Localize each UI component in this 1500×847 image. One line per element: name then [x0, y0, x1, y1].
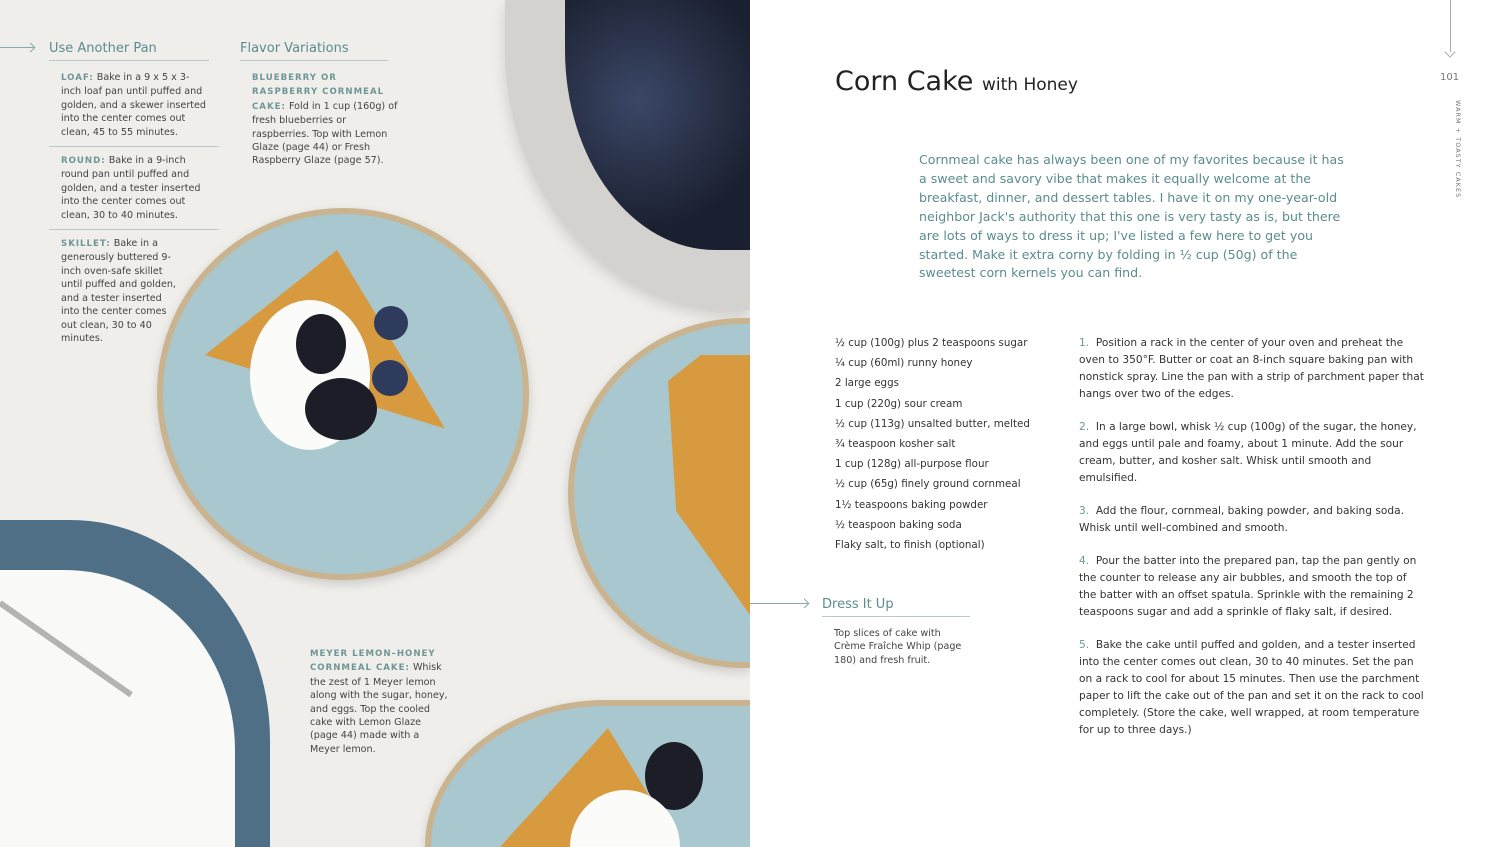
step: 3. Add the flour, cornmeal, baking powder, and baking soda. Whisk until well-combined and smooth. — [1079, 505, 1404, 534]
ingredient: 1 cup (128g) all-purpose flour — [835, 458, 989, 471]
ingredient: ¼ cup (60ml) runny honey — [835, 357, 973, 370]
arrow-icon — [0, 47, 34, 48]
section-heading: Flavor Variations — [240, 41, 388, 61]
recipe-title: Corn Cake with Honey — [835, 66, 1078, 97]
blackberry — [305, 378, 377, 440]
ingredient: ¾ teaspoon kosher salt — [835, 438, 956, 451]
step: 1. Position a rack in the center of your oven and preheat the oven to 350°F. Butter or coat an 8-inch square baking pan with nonstick spray. Line the pan with a strip of parchment paper that hangs over two of the edges. — [1079, 337, 1424, 400]
step: 4. Pour the batter into the prepared pan, tap the pan gently on the counter to release any air bubbles, and smooth the top of the batter with an offset spatula. Sprinkle with the remaining 2 teaspoons sugar and add a sprinkle of flaky salt, if desired. — [1079, 555, 1417, 618]
blueberry — [374, 306, 408, 340]
intro-paragraph: Cornmeal cake has always been one of my favorites because it has a sweet and savory vibe that makes it equally welcome at the breakfast, dinner, and dessert tables. I have it on my one-year-old neighbor Jack's authority that this one is very tasty as is, but there are lots of ways to dress it up; I've listed a few here to get you started. Make it extra corny by folding in ½ cup (50g) of the sweetest corn kernels you can find. — [919, 152, 1344, 281]
flavor-variations-section — [240, 41, 398, 168]
section-title: WARM + TOASTY CAKES — [1454, 100, 1462, 199]
page-number: 101 — [1440, 72, 1460, 83]
ingredient: 2 large eggs — [835, 377, 899, 390]
tip-skillet: SKILLET: Bake in a generously buttered 9-inch oven-safe skillet until puffed and golden, and a tester inserted into the center comes out clean, 30 to 40 minutes. — [61, 238, 176, 344]
tip-loaf: LOAF: Bake in a 9 x 5 x 3-inch loaf pan until puffed and golden, and a skewer inserted into the center comes out clean, 45 to 55 minutes. — [61, 72, 207, 138]
ingredient: ½ cup (65g) finely ground cornmeal — [835, 478, 1021, 491]
ingredient: ½ cup (100g) plus 2 teaspoons sugar — [835, 337, 1028, 349]
recipe-subtitle: with Honey — [981, 75, 1078, 95]
down-arrow-icon — [1450, 0, 1451, 52]
blackberry — [296, 314, 346, 374]
use-another-pan-section — [49, 41, 209, 345]
tip-round: ROUND: Bake in a 9-inch round pan until puffed and golden, and a tester inserted into the center comes out clean, 30 to 40 minutes. — [61, 155, 201, 221]
dress-it-up-text: Top slices of cake with Crème Fraîche Whip (page 180) and fresh fruit. — [834, 628, 962, 666]
ingredient: Flaky salt, to finish (optional) — [835, 539, 985, 552]
ingredient: ½ cup (113g) unsalted butter, melted — [835, 417, 1030, 430]
ingredient-list — [835, 333, 1045, 555]
section-heading: Dress It Up — [822, 597, 970, 617]
blueberry — [372, 360, 408, 396]
variation-meyer-lemon: MEYER LEMON–HONEY CORNMEAL CAKE: Whisk the zest of 1 Meyer lemon along with the sugar, honey, and eggs. Top the cooled cake with Lemon Glaze (page 44) made with a Meyer lemon. — [310, 649, 448, 755]
variation-blueberry: BLUEBERRY OR RASPBERRY CORNMEAL CAKE: Fold in 1 cup (160g) of fresh blueberries or raspberries. Top with Lemon Glaze (page 44) or Fresh Raspberry Glaze (page 57). — [252, 73, 398, 167]
step: 2. In a large bowl, whisk ½ cup (100g) of the sugar, the honey, and eggs until pale and foamy, about 1 minute. Add the sour cream, butter, and kosher salt. Whisk until smooth and emulsified. — [1079, 421, 1417, 484]
ingredient: 1½ teaspoons baking powder — [835, 498, 988, 511]
step: 5. Bake the cake until puffed and golden, and a tester inserted into the center comes out clean, 30 to 40 minutes. Set the pan on a rack to cool for about 15 minutes. Then use the parchment paper to lift the cake out of the pan and set it on the rack to cool completely. (Store the cake, well wrapped, at room temperature for up to three days.) — [1079, 639, 1424, 736]
method-steps — [1079, 335, 1427, 755]
right-page — [750, 0, 1500, 847]
dress-it-up-section — [822, 597, 970, 667]
arrow-head — [1444, 46, 1455, 57]
section-heading: Use Another Pan — [49, 41, 209, 61]
ingredient: 1 cup (220g) sour cream — [835, 397, 963, 410]
arrow-icon — [750, 603, 808, 604]
ingredient: ½ teaspoon baking soda — [835, 518, 962, 531]
